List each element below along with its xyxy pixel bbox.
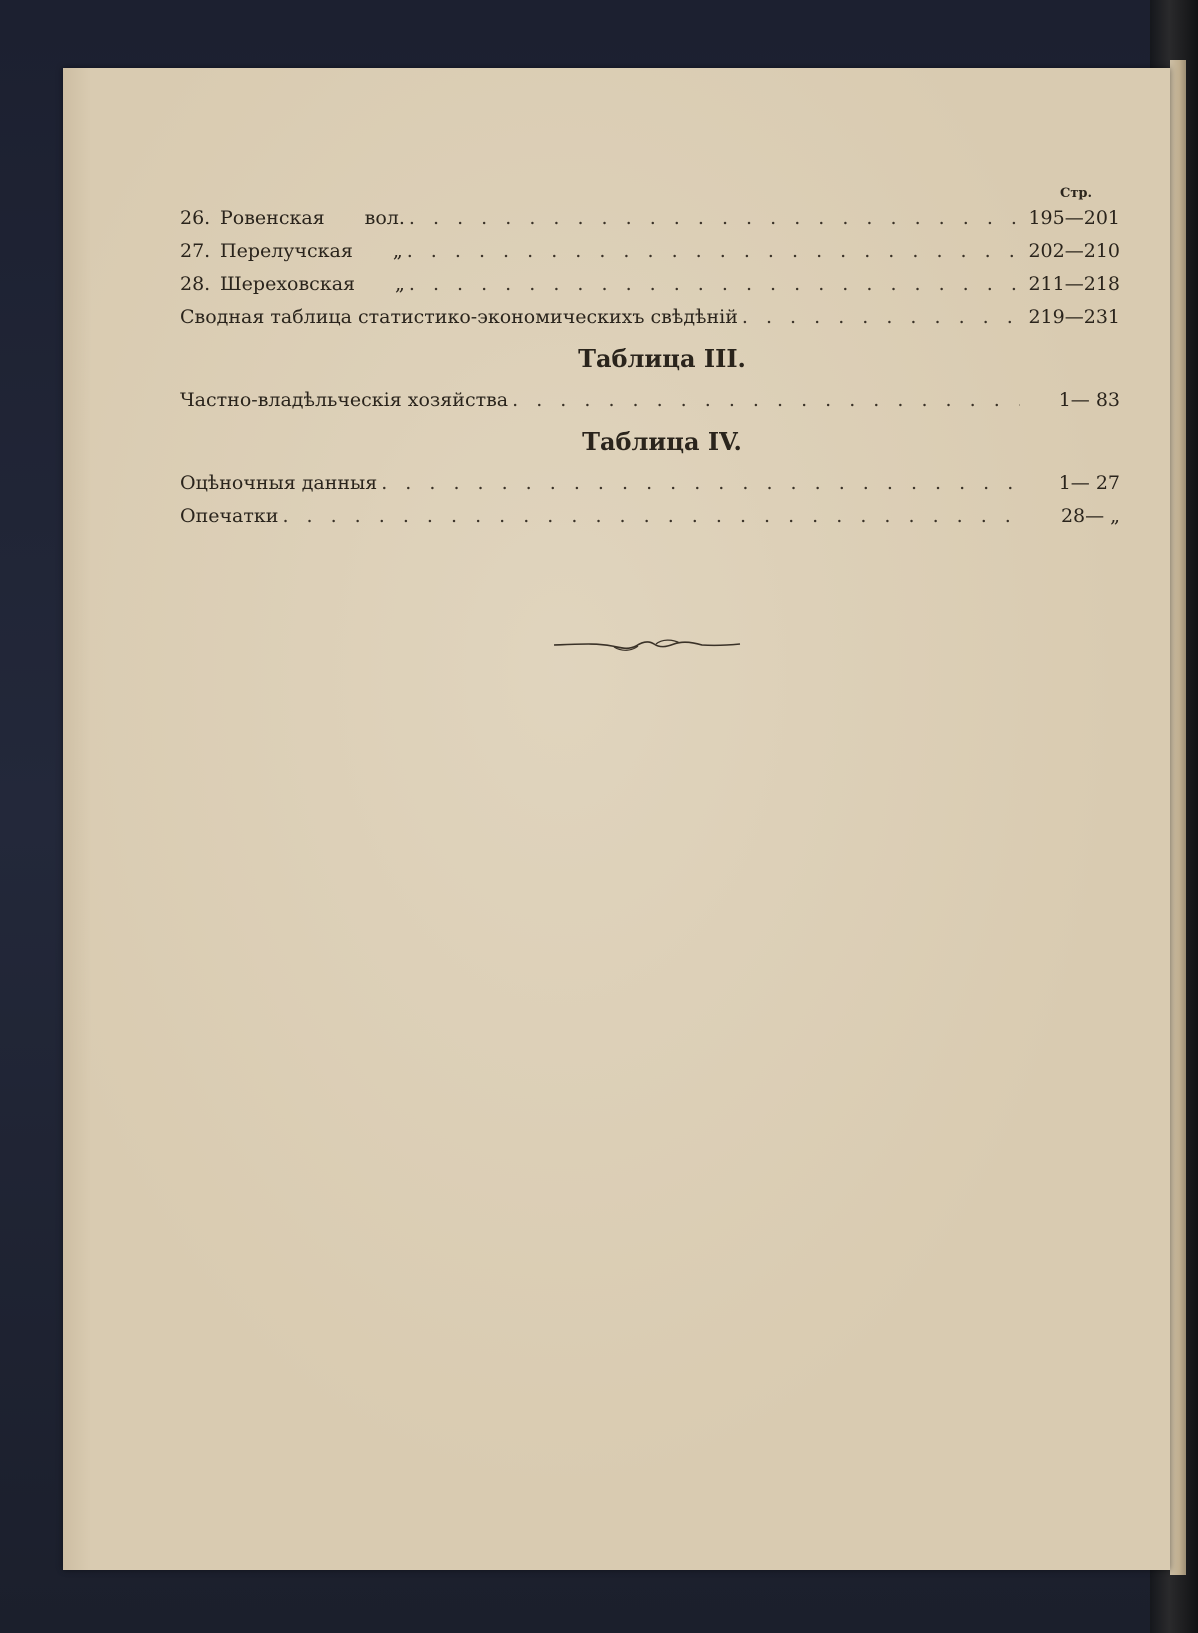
dot-leader <box>409 202 1020 235</box>
entry-number: 26. <box>180 207 211 229</box>
entry-title: Перелучская <box>220 240 353 262</box>
entry-pages: 195—201 <box>1028 207 1120 229</box>
entry-title: Оцѣночныя данныя <box>180 472 378 494</box>
entry-suffix: „ <box>395 273 405 295</box>
toc-entry <box>180 467 1120 500</box>
dot-leader <box>742 301 1020 334</box>
entry-pages: 219—231 <box>1028 306 1120 328</box>
entry-title: Опечатки <box>180 505 279 527</box>
ornament-flourish <box>552 632 742 658</box>
entry-pages: 1— 83 <box>1058 389 1120 411</box>
entry-pages: 1— 27 <box>1058 472 1120 494</box>
entry-title: Шереховская <box>220 273 356 295</box>
table-of-contents <box>180 186 1120 533</box>
entry-title: Сводная таблица статистико-экономическихъ свѣдѣній <box>180 306 738 328</box>
entry-title: Ровенская <box>220 207 325 229</box>
section-heading: Таблица IV. <box>582 427 742 456</box>
entry-pages: 28— „ <box>1060 505 1120 527</box>
dot-leader <box>409 268 1020 301</box>
entry-pages: 202—210 <box>1028 240 1120 262</box>
dot-leader <box>282 500 1020 533</box>
toc-entry <box>180 268 1120 301</box>
dot-leader <box>512 384 1020 417</box>
toc-entry <box>180 500 1120 533</box>
dot-leader <box>381 467 1020 500</box>
entry-title: Частно-владѣльческія хозяйства <box>180 389 509 411</box>
dot-leader <box>407 235 1020 268</box>
toc-entry <box>180 202 1120 235</box>
entry-suffix: „ <box>392 240 403 262</box>
toc-entry <box>180 301 1120 334</box>
entry-suffix: вол. <box>364 207 405 229</box>
entry-number: 27. <box>180 240 211 262</box>
page-fore-edge <box>1170 60 1186 1575</box>
toc-entry <box>180 235 1120 268</box>
page-column-header: Стр. <box>1059 186 1092 201</box>
entry-pages: 211—218 <box>1028 273 1120 295</box>
toc-entry <box>180 384 1120 417</box>
section-heading: Таблица III. <box>578 344 746 373</box>
entry-number: 28. <box>180 273 211 295</box>
